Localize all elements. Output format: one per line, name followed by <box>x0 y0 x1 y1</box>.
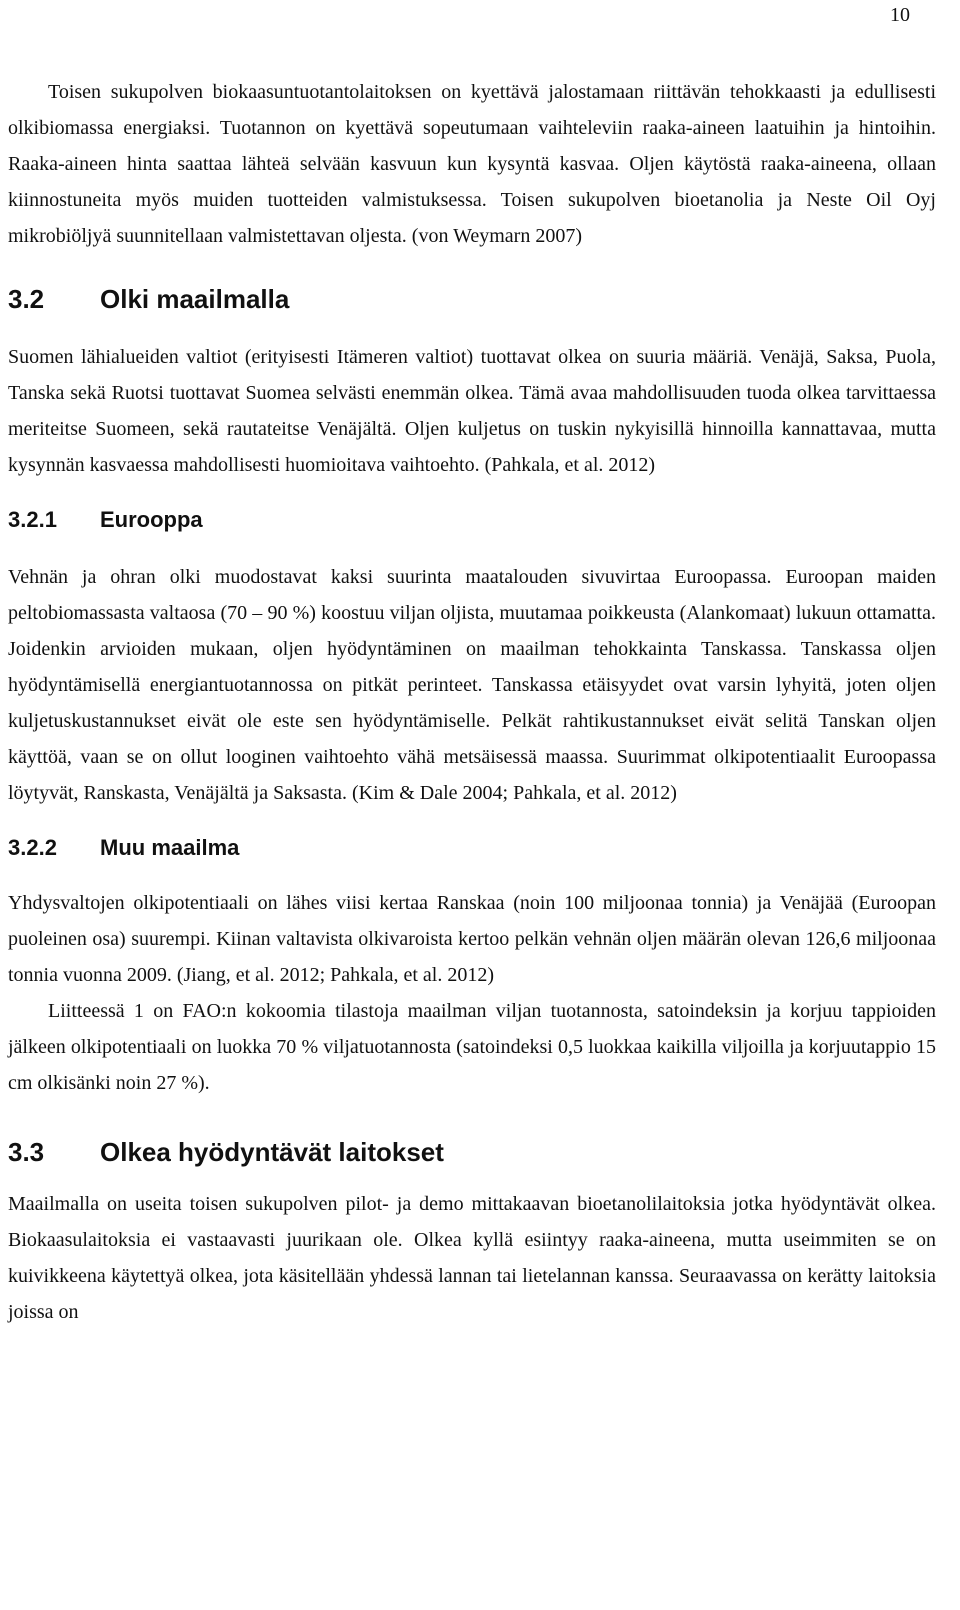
paragraph-intro: Toisen sukupolven biokaasuntuotantolaitoksen on kyettävä jalostamaan riittävän tehokkaasti ja edullisesti olkibiomassa energiaksi. Tuotannon on kyettävä sopeutumaan vaihteleviin raaka-aineen laatuihin ja hintoihin. Raaka-aineen hinta saattaa lähteä selvään kasvuun kun kysyntä kasvaa. Oljen käytöstä raaka-aineena, ollaan kiinnostuneita myös muiden tuotteiden valmistuksessa. Toisen sukupolven bioetanolia ja Neste Oil Oyj mikrobiöljyä suunnitellaan valmistettavan oljesta. (von Weymarn 2007) <box>8 81 936 247</box>
paragraph-muu-maailma-2: Liitteessä 1 on FAO:n kokoomia tilastoja maailman viljan tuotannosta, satoindeksin ja korjuu tappioiden jälkeen olkipotentiaali on luokka 70 % viljatuotannosta (satoindeksi 0,5 luokkaa kaikilla viljoilla ja korjuutappio 15 cm olkisänki noin 27 %). <box>8 1000 936 1094</box>
paragraph-muu-maailma-1: Yhdysvaltojen olkipotentiaali on lähes viisi kertaa Ranskaa (noin 100 miljoonaa tonnia) ja Venäjää (Euroopan puoleinen osa) suurempi. Kiinan valtavista olkivaroista kertoo pelkän vehnän oljen määrän olevan 126,6 miljoonaa tonnia vuonna 2009. (Jiang, et al. 2012; Pahkala, et al. 2012) <box>8 892 936 986</box>
subsection-title: Muu maailma <box>100 835 240 860</box>
document-body <box>8 74 936 1330</box>
paragraph-olki-maailmalla: Suomen lähialueiden valtiot (erityisesti Itämeren valtiot) tuottavat olkea on suuria määriä. Venäjä, Saksa, Puola, Tanska sekä Ruotsi tuottavat Suomea selvästi enemmän olkea. Tämä avaa mahdollisuuden tuoda olkea tarvittaessa meriteitse Suomeen, sekä rautateitse Venäjältä. Oljen kuljetus on tuskin nykyisillä hinnoilla kannattavaa, mutta kysynnän kasvaessa mahdollisesti huomioitava vaihtoehto. (Pahkala, et al. 2012) <box>8 346 936 476</box>
section-number: 3.3 <box>8 1137 45 1167</box>
section-heading-3-2 <box>8 284 936 315</box>
paragraph-laitokset: Maailmalla on useita toisen sukupolven pilot- ja demo mittakaavan bioetanolilaitoksia jotka hyödyntävät olkea. Biokaasulaitoksia ei vastaavasti juurikaan ole. Olkea kyllä esiintyy raaka-aineena, mutta useimmiten se on kuivikkeena käytettyä olkea, jota käsitellään yhdessä lannan tai lietelannan kanssa. Seuraavassa on kerätty laitoksia joissa on <box>8 1193 936 1323</box>
subsection-heading-3-2-1 <box>8 507 936 533</box>
section-title: Olkea hyödyntävät laitokset <box>100 1137 444 1167</box>
section-number: 3.2 <box>8 284 45 314</box>
page-number: 10 <box>890 4 910 26</box>
subsection-title: Eurooppa <box>100 507 203 532</box>
subsection-heading-3-2-2 <box>8 835 936 861</box>
section-heading-3-3 <box>8 1137 936 1168</box>
section-title: Olki maailmalla <box>100 284 290 314</box>
paragraph-eurooppa: Vehnän ja ohran olki muodostavat kaksi suurinta maatalouden sivuvirtaa Euroopassa. Euroopan maiden peltobiomassasta valtaosa (70 – 90 %) koostuu viljan oljista, muutamaa poikkeusta (Alankomaat) lukuun ottamatta. Joidenkin arvioiden mukaan, oljen hyödyntäminen on maailman tehokkainta Tanskassa. Tanskassa oljen hyödyntämisellä energiantuotannossa on pitkät perinteet. Tanskassa etäisyydet ovat varsin lyhyitä, joten oljen kuljetuskustannukset eivät ole este sen hyödyntämiselle. Pelkät rahtikustannukset eivät selitä Tanskan oljen käyttöä, vaan se on ollut looginen vaihtoehto vähä metsäisessä maassa. Suurimmat olkipotentiaalit Euroopassa löytyvät, Ranskasta, Venäjältä ja Saksasta. (Kim & Dale 2004; Pahkala, et al. 2012) <box>8 566 936 804</box>
subsection-number: 3.2.1 <box>8 507 57 532</box>
subsection-number: 3.2.2 <box>8 835 57 860</box>
